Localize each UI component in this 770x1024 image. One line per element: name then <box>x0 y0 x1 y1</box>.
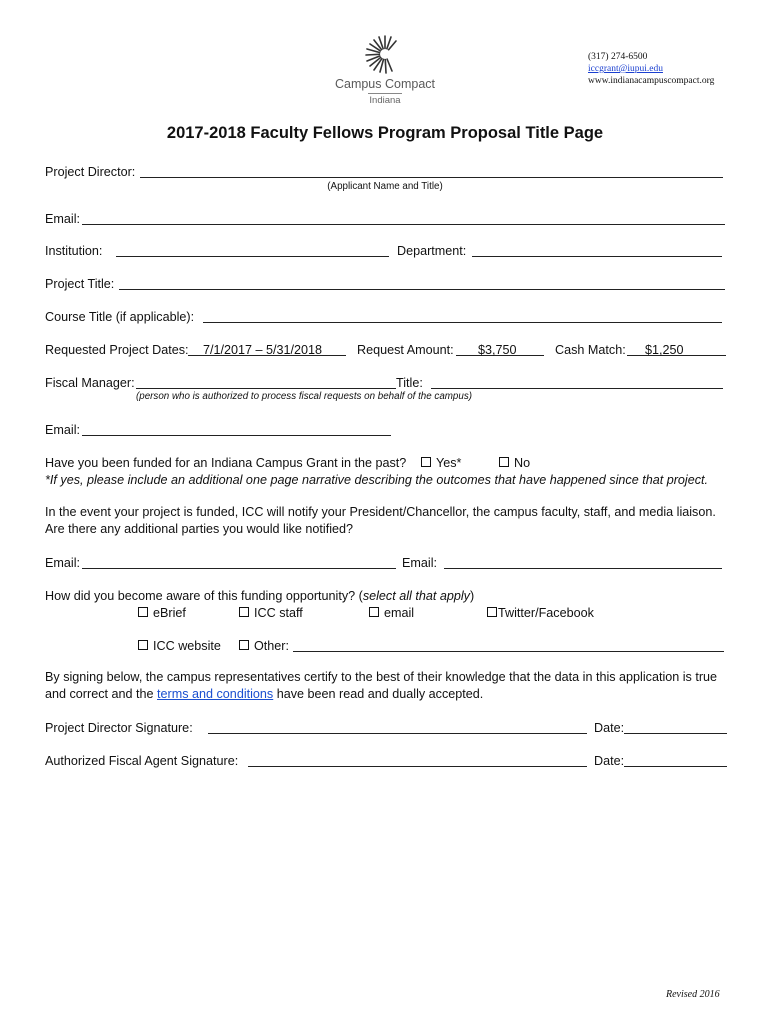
aware-question <box>45 588 474 604</box>
agent-date-label: Date: <box>594 754 625 768</box>
fiscal-email-label: Email: <box>45 423 80 437</box>
fiscal-title-field[interactable] <box>431 388 723 389</box>
checkbox-icon[interactable] <box>138 607 148 617</box>
checkbox-icon[interactable] <box>239 607 249 617</box>
funded-yes-label: Yes* <box>436 456 462 470</box>
aware-question-italic: select all that apply <box>362 589 470 603</box>
requested-dates-label: Requested Project Dates: <box>45 343 189 357</box>
agent-signature-label: Authorized Fiscal Agent Signature: <box>45 754 239 768</box>
funded-note: *If yes, please include an additional one page narrative describing the outcomes that have happened since that project. <box>45 473 709 487</box>
certify-paragraph <box>45 669 725 703</box>
page-title: 2017-2018 Faculty Fellows Program Proposal Title Page <box>166 124 604 142</box>
fiscal-email-field[interactable] <box>82 435 391 436</box>
checkbox-icon[interactable] <box>138 640 148 650</box>
requested-dates-value: 7/1/2017 – 5/31/2018 <box>203 343 323 357</box>
director-date-field[interactable] <box>624 733 727 734</box>
checkbox-icon[interactable] <box>499 457 509 467</box>
notify-email-label-b: Email: <box>402 556 437 570</box>
aware-option-label: Other: <box>254 639 289 653</box>
aware-option-email[interactable] <box>369 605 414 621</box>
aware-question-start: How did you become aware of this funding opportunity? ( <box>45 589 363 603</box>
institution-label: Institution: <box>45 244 103 258</box>
project-title-label: Project Title: <box>45 277 115 291</box>
funded-yes-option[interactable] <box>421 455 461 471</box>
agent-signature-field[interactable] <box>248 766 587 767</box>
aware-option-label: Twitter/Facebook <box>498 606 594 620</box>
agent-date-field[interactable] <box>624 766 727 767</box>
contact-website: www.indianacampuscompact.org <box>588 76 715 86</box>
request-amount-value: $3,750 <box>478 343 517 357</box>
notify-paragraph: In the event your project is funded, ICC will notify your President/Chancellor, the campus faculty, staff, and media liaison. Are there any additional parties you would like notified? <box>45 505 716 536</box>
department-label: Department: <box>397 244 467 258</box>
email-field[interactable] <box>82 224 725 225</box>
logo-divider <box>368 93 402 94</box>
funded-no-option[interactable] <box>499 455 530 471</box>
checkbox-icon[interactable] <box>487 607 497 617</box>
aware-option-label: email <box>384 606 415 620</box>
notify-email-field-b[interactable] <box>444 568 722 569</box>
project-director-field[interactable] <box>140 177 723 178</box>
logo <box>330 30 440 108</box>
institution-field[interactable] <box>116 256 389 257</box>
aware-option-label: ICC website <box>153 639 221 653</box>
aware-option-label: ICC staff <box>254 606 303 620</box>
fiscal-title-label: Title: <box>396 376 423 390</box>
certify-text-a: By signing below, the campus representatives certify to the best of their knowledge that the data in this application is true and correct and the <box>45 670 718 701</box>
course-title-field[interactable] <box>203 322 722 323</box>
logo-subtitle: Indiana <box>369 95 401 106</box>
cash-match-label: Cash Match: <box>555 343 626 357</box>
cash-match-value: $1,250 <box>645 343 684 357</box>
applicant-hint: (Applicant Name and Title) <box>327 181 443 192</box>
director-signature-label: Project Director Signature: <box>45 721 193 735</box>
course-title-label: Course Title (if applicable): <box>45 310 195 324</box>
aware-option-icc-website[interactable] <box>138 638 221 654</box>
checkbox-icon[interactable] <box>369 607 379 617</box>
aware-option-twitter[interactable] <box>487 605 594 621</box>
revised-footer: Revised 2016 <box>666 989 720 1000</box>
aware-other-field[interactable] <box>293 651 724 652</box>
fiscal-manager-field[interactable] <box>136 388 396 389</box>
logo-name: Campus Compact <box>334 77 436 91</box>
checkbox-icon[interactable] <box>421 457 431 467</box>
aware-option-other[interactable] <box>239 638 289 654</box>
project-title-field[interactable] <box>119 289 725 290</box>
fiscal-manager-hint: (person who is authorized to process fiscal requests on behalf of the campus) <box>136 391 472 402</box>
request-amount-label: Request Amount: <box>357 343 454 357</box>
project-director-label: Project Director: <box>45 165 136 179</box>
funded-no-label: No <box>514 456 531 470</box>
director-signature-field[interactable] <box>208 733 587 734</box>
contact-phone: (317) 274-6500 <box>588 52 648 62</box>
contact-email-link[interactable]: iccgrant@iupui.edu <box>588 64 663 74</box>
fiscal-manager-label: Fiscal Manager: <box>45 376 135 390</box>
certify-text-b: have been read and dually accepted. <box>273 687 484 701</box>
aware-option-icc-staff[interactable] <box>239 605 303 621</box>
aware-question-end: ) <box>469 589 475 603</box>
aware-option-ebrief[interactable] <box>138 605 186 621</box>
notify-email-field-a[interactable] <box>82 568 396 569</box>
checkbox-icon[interactable] <box>239 640 249 650</box>
funded-question: Have you been funded for an Indiana Campus Grant in the past? <box>45 456 407 470</box>
terms-link[interactable]: terms and conditions <box>157 687 274 701</box>
aware-option-label: eBrief <box>153 606 186 620</box>
notify-email-label-a: Email: <box>45 556 80 570</box>
email-label: Email: <box>45 212 80 226</box>
contact-block <box>588 51 714 87</box>
campus-compact-logo-icon <box>330 30 440 78</box>
department-field[interactable] <box>472 256 722 257</box>
director-date-label: Date: <box>594 721 625 735</box>
